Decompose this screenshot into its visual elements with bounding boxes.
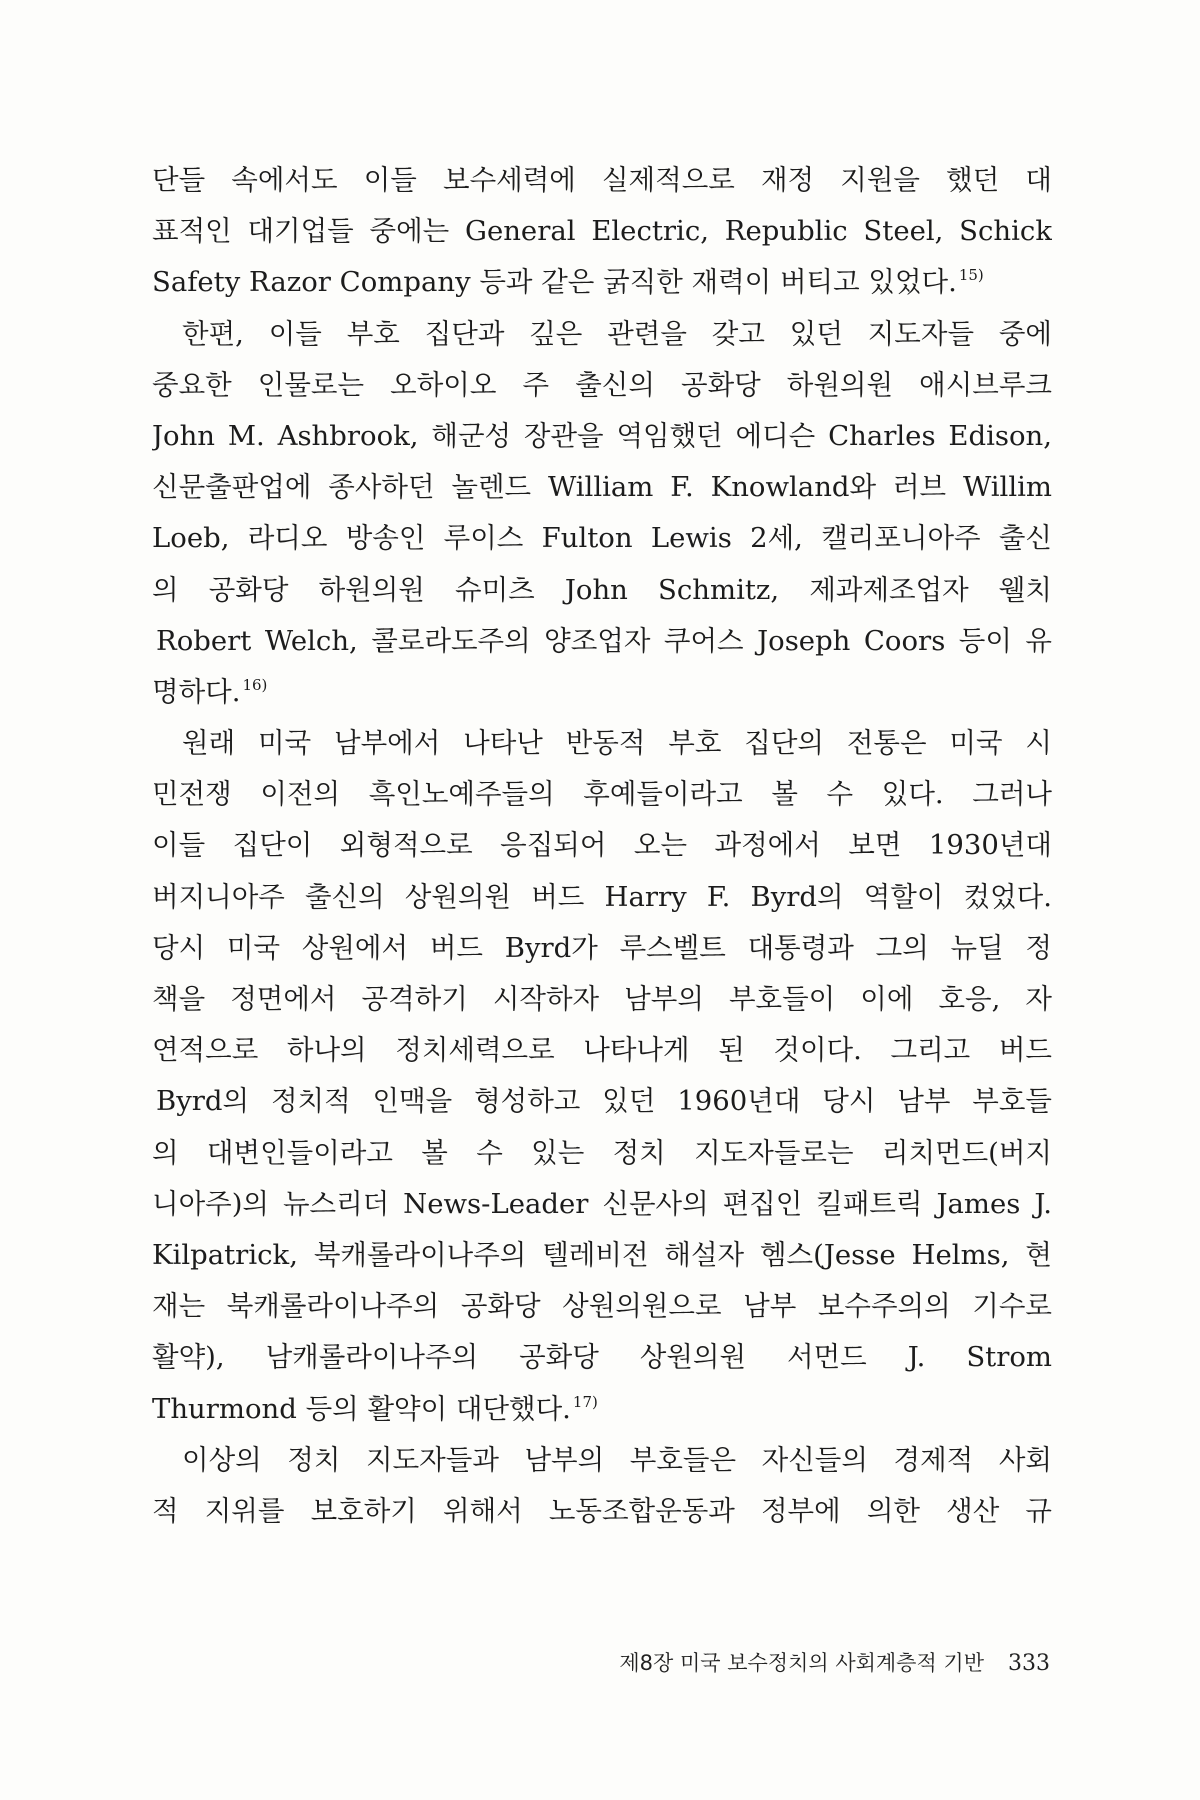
- text-line: 이들 집단이 외형적으로 응집되어 오는 과정에서 보면 1930년대: [152, 829, 1052, 862]
- text-line: John M. Ashbrook, 해군성 장관을 역임했던 에디슨 Charles Edison,: [152, 419, 1052, 452]
- text-line: 한편, 이들 부호 집단과 깊은 관련을 갖고 있던 지도자들 중에: [182, 317, 1052, 350]
- text-line: Loeb, 라디오 방송인 루이스 Fulton Lewis 2세, 캘리포니아주 출신: [152, 522, 1052, 555]
- footnote-marker: 16): [242, 675, 268, 694]
- text-line: Kilpatrick, 북캐롤라이나주의 텔레비전 해설자 헴스(Jesse Helms, 현: [152, 1238, 1052, 1271]
- footnote-marker: 17): [572, 1392, 598, 1411]
- text-line: [152, 1384, 1052, 1435]
- text-line: 중요한 인물로는 오하이오 주 출신의 공화당 하원의원 애시브루크: [152, 368, 1052, 401]
- text-line: 연적으로 하나의 정치세력으로 나타나게 된 것이다. 그리고 버드: [152, 1034, 1052, 1067]
- text-line: 신문출판업에 종사하던 놀렌드 William F. Knowland와 러브 Willim: [152, 471, 1052, 504]
- text-line: 적 지위를 보호하기 위해서 노동조합운동과 정부에 의한 생산 규: [152, 1494, 1052, 1527]
- text-line: 재는 북캐롤라이나주의 공화당 상원의원으로 남부 보수주의의 기수로: [152, 1290, 1052, 1323]
- footnote-marker: 15): [958, 266, 984, 285]
- text-line: 원래 미국 남부에서 나타난 반동적 부호 집단의 전통은 미국 시: [182, 727, 1052, 760]
- text-line: 단들 속에서도 이들 보수세력에 실제적으로 재정 지원을 했던 대: [152, 164, 1052, 196]
- line-text: Thurmond 등의 활약이 대단했다.: [152, 1392, 571, 1425]
- text-line: 이상의 정치 지도자들과 남부의 부호들은 자신들의 경제적 사회: [182, 1443, 1052, 1476]
- text-line: [152, 257, 1052, 308]
- page-footer: [619, 1647, 1050, 1677]
- page-number: 333: [1008, 1651, 1050, 1676]
- text-line: 의 공화당 하원의원 슈미츠 John Schmitz, 제과제조업자 웰치: [152, 573, 1052, 606]
- line-text: 명하다.: [152, 675, 241, 708]
- text-line: 의 대변인들이라고 볼 수 있는 정치 지도자들로는 리치먼드(버지: [152, 1136, 1052, 1169]
- text-line: 활약), 남캐롤라이나주의 공화당 상원의원 서먼드 J. Strom: [152, 1341, 1052, 1374]
- line-text: Safety Razor Company 등과 같은 굵직한 재력이 버티고 있었다.: [152, 266, 957, 299]
- body-text: [152, 155, 1052, 1537]
- text-line: [152, 667, 1052, 718]
- running-head: 제8장 미국 보수정치의 사회계층적 기반: [619, 1651, 984, 1675]
- text-line: Robert Welch, 콜로라도주의 양조업자 쿠어스 Joseph Coors 등이 유: [156, 624, 1052, 657]
- text-line: 표적인 대기업들 중에는 General Electric, Republic Steel, Schick: [152, 215, 1052, 248]
- text-line: 책을 정면에서 공격하기 시작하자 남부의 부호들이 이에 호응, 자: [152, 983, 1052, 1015]
- text-line: 버지니아주 출신의 상원의원 버드 Harry F. Byrd의 역할이 컸었다.: [152, 880, 1052, 913]
- text-line: 민전쟁 이전의 흑인노예주들의 후예들이라고 볼 수 있다. 그러나: [152, 778, 1052, 811]
- text-line: 니아주)의 뉴스리더 News-Leader 신문사의 편집인 킬패트릭 James J.: [152, 1187, 1052, 1220]
- text-line: 당시 미국 상원에서 버드 Byrd가 루스벨트 대통령과 그의 뉴딜 정: [152, 931, 1052, 964]
- text-line: Byrd의 정치적 인맥을 형성하고 있던 1960년대 당시 남부 부호들: [156, 1085, 1052, 1118]
